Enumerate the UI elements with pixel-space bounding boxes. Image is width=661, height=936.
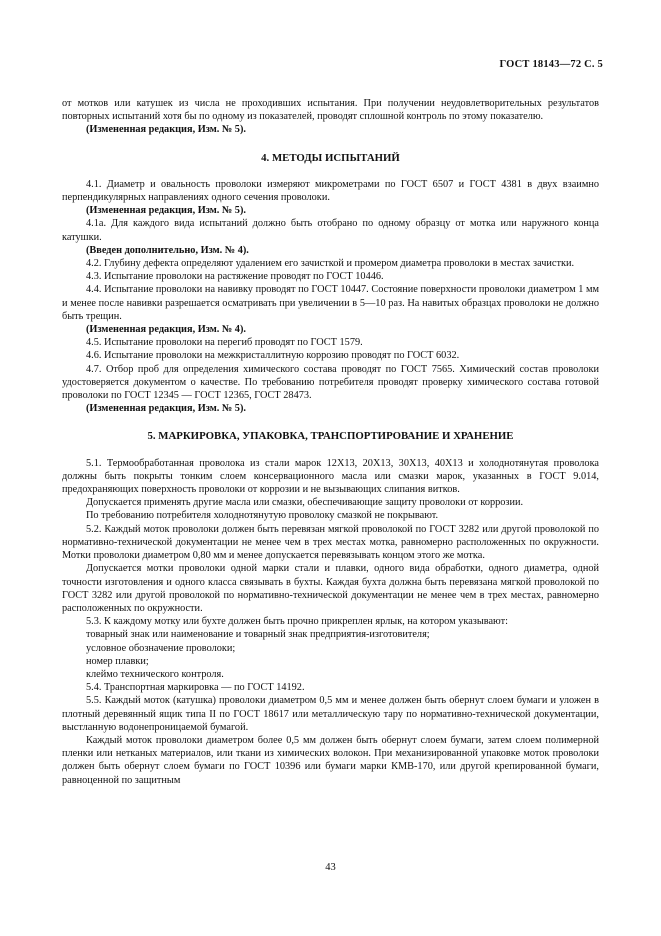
list-item: условное обозначение проволоки;	[86, 642, 236, 654]
list-item: номер плавки;	[86, 655, 149, 667]
paragraph: 4.4. Испытание проволоки на навивку проводят по ГОСТ 10447. Состояние поверхности проволоки диаметром 1 мм и менее после навивки разрешается осматривать при увеличении в 5—10 раз. На навитых образцах проволоки не должно быть трещин.	[62, 284, 599, 322]
amendment-note: (Измененная редакция, Изм. № 5).	[86, 205, 246, 217]
paragraph: 4.1а. Для каждого вида испытаний должно быть отобрано по одному образцу от мотка или наружного конца катушки.	[62, 218, 599, 243]
paragraph: 5.2. Каждый моток проволоки должен быть перевязан мягкой проволокой по ГОСТ 3282 или другой проволокой по нормативно-технической документации не менее чем в трех местах мотка, равномерно расположенных по окружности. Мотки проволоки диаметром 0,80 мм и менее допускается перевязывать концом этого же мотка.	[62, 523, 599, 562]
section-heading-5: 5. МАРКИРОВКА, УПАКОВКА, ТРАНСПОРТИРОВАНИЕ И ХРАНЕНИЕ	[147, 430, 514, 443]
page-body	[62, 97, 599, 787]
paragraph: 4.3. Испытание проволоки на растяжение проводят по ГОСТ 10446.	[86, 271, 384, 283]
section-heading-4: 4. МЕТОДЫ ИСПЫТАНИЙ	[261, 151, 400, 164]
paragraph: 4.2. Глубину дефекта определяют удалением его зачисткой и промером диаметра проволоки в местах зачистки.	[86, 258, 575, 270]
page-header: ГОСТ 18143—72 С. 5	[499, 59, 603, 70]
paragraph: от мотков или катушек из числа не проходивших испытания. При получении неудовлетворительных результатов повторных испытаний хотя бы по одному из показателей, проводят сплошной контроль по этому показателю.	[62, 98, 599, 123]
paragraph: Каждый моток проволоки диаметром более 0,5 мм должен быть обернут слоем бумаги, затем слоем полимерной пленки или нетканых материалов, или ткани из химических волокон. При механизированной упаковке моток проволоки должен быть обернут слоем бумаги по ГОСТ 10396 или бумаги марки КМВ-170, или другой крепированной бумаги, равноценной по защитным	[62, 734, 599, 786]
list-item: клеймо технического контроля.	[86, 668, 224, 680]
paragraph: Допускается применять другие масла или смазки, обеспечивающие защиту проволоки от коррозии.	[86, 497, 524, 509]
paragraph: 4.7. Отбор проб для определения химического состава проводят по ГОСТ 7565. Химический состав проволоки удостоверяется документом о качестве. По требованию потребителя проводят проверку химического состава готовой проволоки по ГОСТ 12345 — ГОСТ 12365, ГОСТ 28473.	[62, 363, 599, 402]
paragraph: 4.5. Испытание проволоки на перегиб проводят по ГОСТ 1579.	[86, 337, 363, 349]
page-number: 43	[325, 862, 336, 873]
paragraph: 5.1. Термообработанная проволока из стали марок 12Х13, 20Х13, 30Х13, 40Х13 и холоднотянутая проволока должны быть покрыты тонким слоем консервационного масла или смазки марок, указанных в ГОСТ 9.014, предохраняющих поверхность проволоки от коррозии и не вызывающих слипания витков.	[62, 457, 599, 496]
paragraph: 5.3. К каждому мотку или бухте должен быть прочно прикреплен ярлык, на котором указывают:	[86, 616, 508, 628]
list-item: товарный знак или наименование и товарный знак предприятия-изготовителя;	[86, 629, 430, 641]
amendment-note: (Измененная редакция, Изм. № 5).	[86, 124, 246, 136]
amendment-note: (Измененная редакция, Изм. № 4).	[86, 324, 246, 336]
paragraph: По требованию потребителя холоднотянутую проволоку смазкой не покрывают.	[86, 510, 439, 522]
paragraph: 5.5. Каждый моток (катушка) проволоки диаметром 0,5 мм и менее должен быть обернут слоем бумаги и уложен в плотный деревянный ящик типа II по ГОСТ 18617 или металлическую тару по нормативно-технической документации, выстланную водонепроницаемой бумагой.	[62, 695, 599, 733]
paragraph: Допускается мотки проволоки одной марки стали и плавки, одного вида обработки, одного диаметра, одной точности изготовления и одного класса связывать в бухты. Каждая бухта должна быть перевязана мягкой проволокой по ГОСТ 3282 или другой проволокой по нормативно-технической документации не менее чем в трех местах, равномерно расположенных по окружности.	[62, 563, 599, 614]
amendment-note: (Введен дополнительно, Изм. № 4).	[86, 244, 249, 256]
paragraph: 4.6. Испытание проволоки на межкристаллитную коррозию проводят по ГОСТ 6032.	[86, 350, 460, 362]
amendment-note: (Измененная редакция, Изм. № 5).	[86, 403, 246, 415]
paragraph: 5.4. Транспортная маркировка — по ГОСТ 14192.	[86, 682, 305, 694]
paragraph: 4.1. Диаметр и овальность проволоки измеряют микрометрами по ГОСТ 6507 и ГОСТ 4381 в двух взаимно перпендикулярных направлениях одного сечения проволоки.	[62, 178, 599, 204]
